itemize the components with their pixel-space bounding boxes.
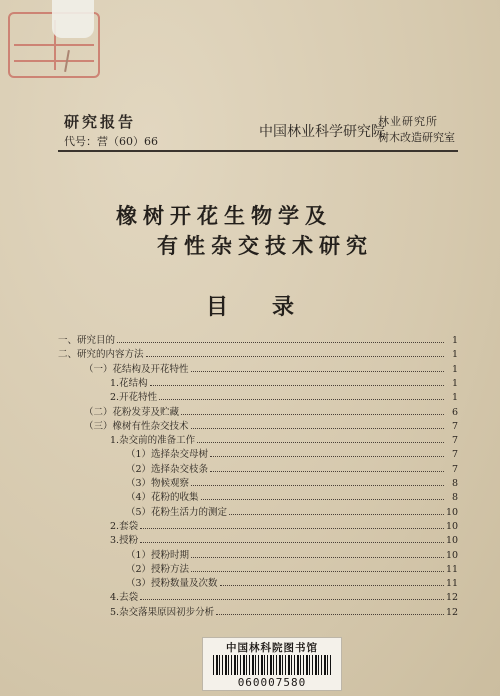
toc-entry: [126, 490, 458, 503]
toc-entry-page: 11: [446, 578, 459, 590]
toc-entry: [126, 462, 458, 475]
toc-leader-dots: [191, 571, 444, 572]
toc-entry: [110, 533, 458, 546]
toc-leader-dots: [191, 485, 444, 486]
tape-patch: [52, 0, 94, 38]
toc-leader-dots: [191, 371, 444, 372]
toc-entry-label: （三）橡树有性杂交技术: [84, 420, 189, 432]
toc-entry-label: 1.花结构: [110, 377, 148, 389]
toc-entry-label: （1）选择杂交母树: [126, 449, 209, 461]
toc-entry-page: 7: [451, 435, 458, 447]
institution-name: 中国林业科学研究院: [259, 124, 385, 140]
document-title-line-1: 橡树开花生物学及: [116, 204, 332, 228]
toc-entry-page: 10: [446, 506, 459, 518]
document-title-line-2: 有性杂交技术研究: [157, 234, 373, 258]
toc-entry-label: 二、研究的内容方法: [58, 349, 144, 361]
toc-entry-page: 10: [446, 549, 459, 561]
toc-entry-label: （1）授粉时期: [126, 549, 190, 561]
toc-entry: [126, 562, 458, 575]
toc-entry-page: 1: [451, 349, 458, 361]
toc-leader-dots: [216, 614, 444, 615]
toc-leader-dots: [210, 456, 444, 457]
toc-entry: [126, 447, 458, 460]
toc-entry-page: 1: [451, 363, 458, 375]
toc-entry-page: 12: [446, 592, 459, 604]
toc-entry: [110, 590, 458, 603]
toc-entry-label: 4.去袋: [110, 592, 139, 604]
toc-entry: [126, 505, 458, 518]
toc-leader-dots: [210, 471, 444, 472]
toc-entry-page: 1: [451, 377, 458, 389]
toc-leader-dots: [140, 528, 444, 529]
header-rule: [58, 150, 458, 152]
toc-entry-label: （2）选择杂交枝条: [126, 463, 209, 475]
toc-entry: [126, 476, 458, 489]
toc-leader-dots: [140, 542, 444, 543]
toc-entry-page: 11: [446, 563, 459, 575]
toc-entry-label: （2）授粉方法: [126, 563, 190, 575]
toc-entry: [110, 376, 458, 389]
toc-entry-page: 8: [451, 492, 458, 504]
toc-entry: [58, 347, 458, 360]
toc-leader-dots: [181, 414, 444, 415]
toc-entry: [110, 433, 458, 446]
toc-entry-label: 2.套袋: [110, 520, 139, 532]
toc-entry-label: （5）花粉生活力的测定: [126, 506, 228, 518]
toc-leader-dots: [159, 399, 444, 400]
library-label: [202, 637, 342, 691]
toc-leader-dots: [191, 557, 444, 558]
institute-subunit-2: 树木改造研究室: [378, 131, 455, 144]
barcode-number: 060007580: [237, 676, 307, 689]
toc-entry: [110, 605, 458, 618]
toc-leader-dots: [220, 585, 444, 586]
toc-entry: [84, 405, 458, 418]
toc-leader-dots: [229, 514, 444, 515]
toc-entry: [110, 519, 458, 532]
toc-leader-dots: [150, 385, 444, 386]
toc-entry-page: 10: [446, 520, 459, 532]
toc-entry-label: （一）花结构及开花特性: [84, 363, 189, 375]
toc-entry-label: （3）物候观察: [126, 478, 190, 489]
toc-entry-page: 1: [451, 335, 458, 346]
barcode-image: [213, 655, 331, 675]
toc-entry-page: 6: [451, 406, 458, 418]
toc-entry-label: 2.开花特性: [110, 392, 158, 404]
toc-leader-dots: [146, 356, 444, 357]
toc-leader-dots: [197, 442, 444, 443]
toc-entry-label: （4）花粉的收集: [126, 492, 199, 504]
toc-entry-label: 5.杂交落果原因初步分析: [110, 606, 215, 618]
toc-entry-label: （二）花粉发芽及贮藏: [84, 406, 180, 418]
toc-entry-label: 1.杂交前的准备工作: [110, 435, 196, 447]
toc-entry-label: （3）授粉数量及次数: [126, 578, 218, 590]
toc-leader-dots: [140, 599, 444, 600]
library-name: 中国林科院图书馆: [226, 642, 318, 654]
toc-entry: [84, 362, 458, 375]
toc-entry-page: 8: [451, 478, 458, 489]
toc-entry-page: 10: [446, 535, 459, 547]
toc-leader-dots: [191, 428, 444, 429]
toc-entry: [126, 576, 458, 589]
toc-entry: [126, 548, 458, 561]
toc-entry-page: 7: [451, 449, 458, 461]
institute-subunit-1: 林业研究所: [378, 115, 438, 128]
toc-entry-page: 7: [451, 463, 458, 475]
toc-entry: [84, 419, 458, 432]
report-code: 代号：营（60）66: [64, 135, 158, 148]
toc-entry: [110, 390, 458, 403]
toc-entry-label: 一、研究目的: [58, 335, 116, 346]
report-label: 研究报告: [64, 113, 137, 131]
toc-entry: [58, 333, 458, 346]
toc-entry-page: 12: [446, 606, 459, 618]
toc-entry-page: 1: [451, 392, 458, 404]
toc-entry-page: 7: [451, 420, 458, 432]
toc-entry-label: 3.授粉: [110, 535, 139, 547]
toc-leader-dots: [117, 342, 444, 343]
toc-heading: 目录: [206, 295, 339, 320]
toc-leader-dots: [201, 499, 444, 500]
